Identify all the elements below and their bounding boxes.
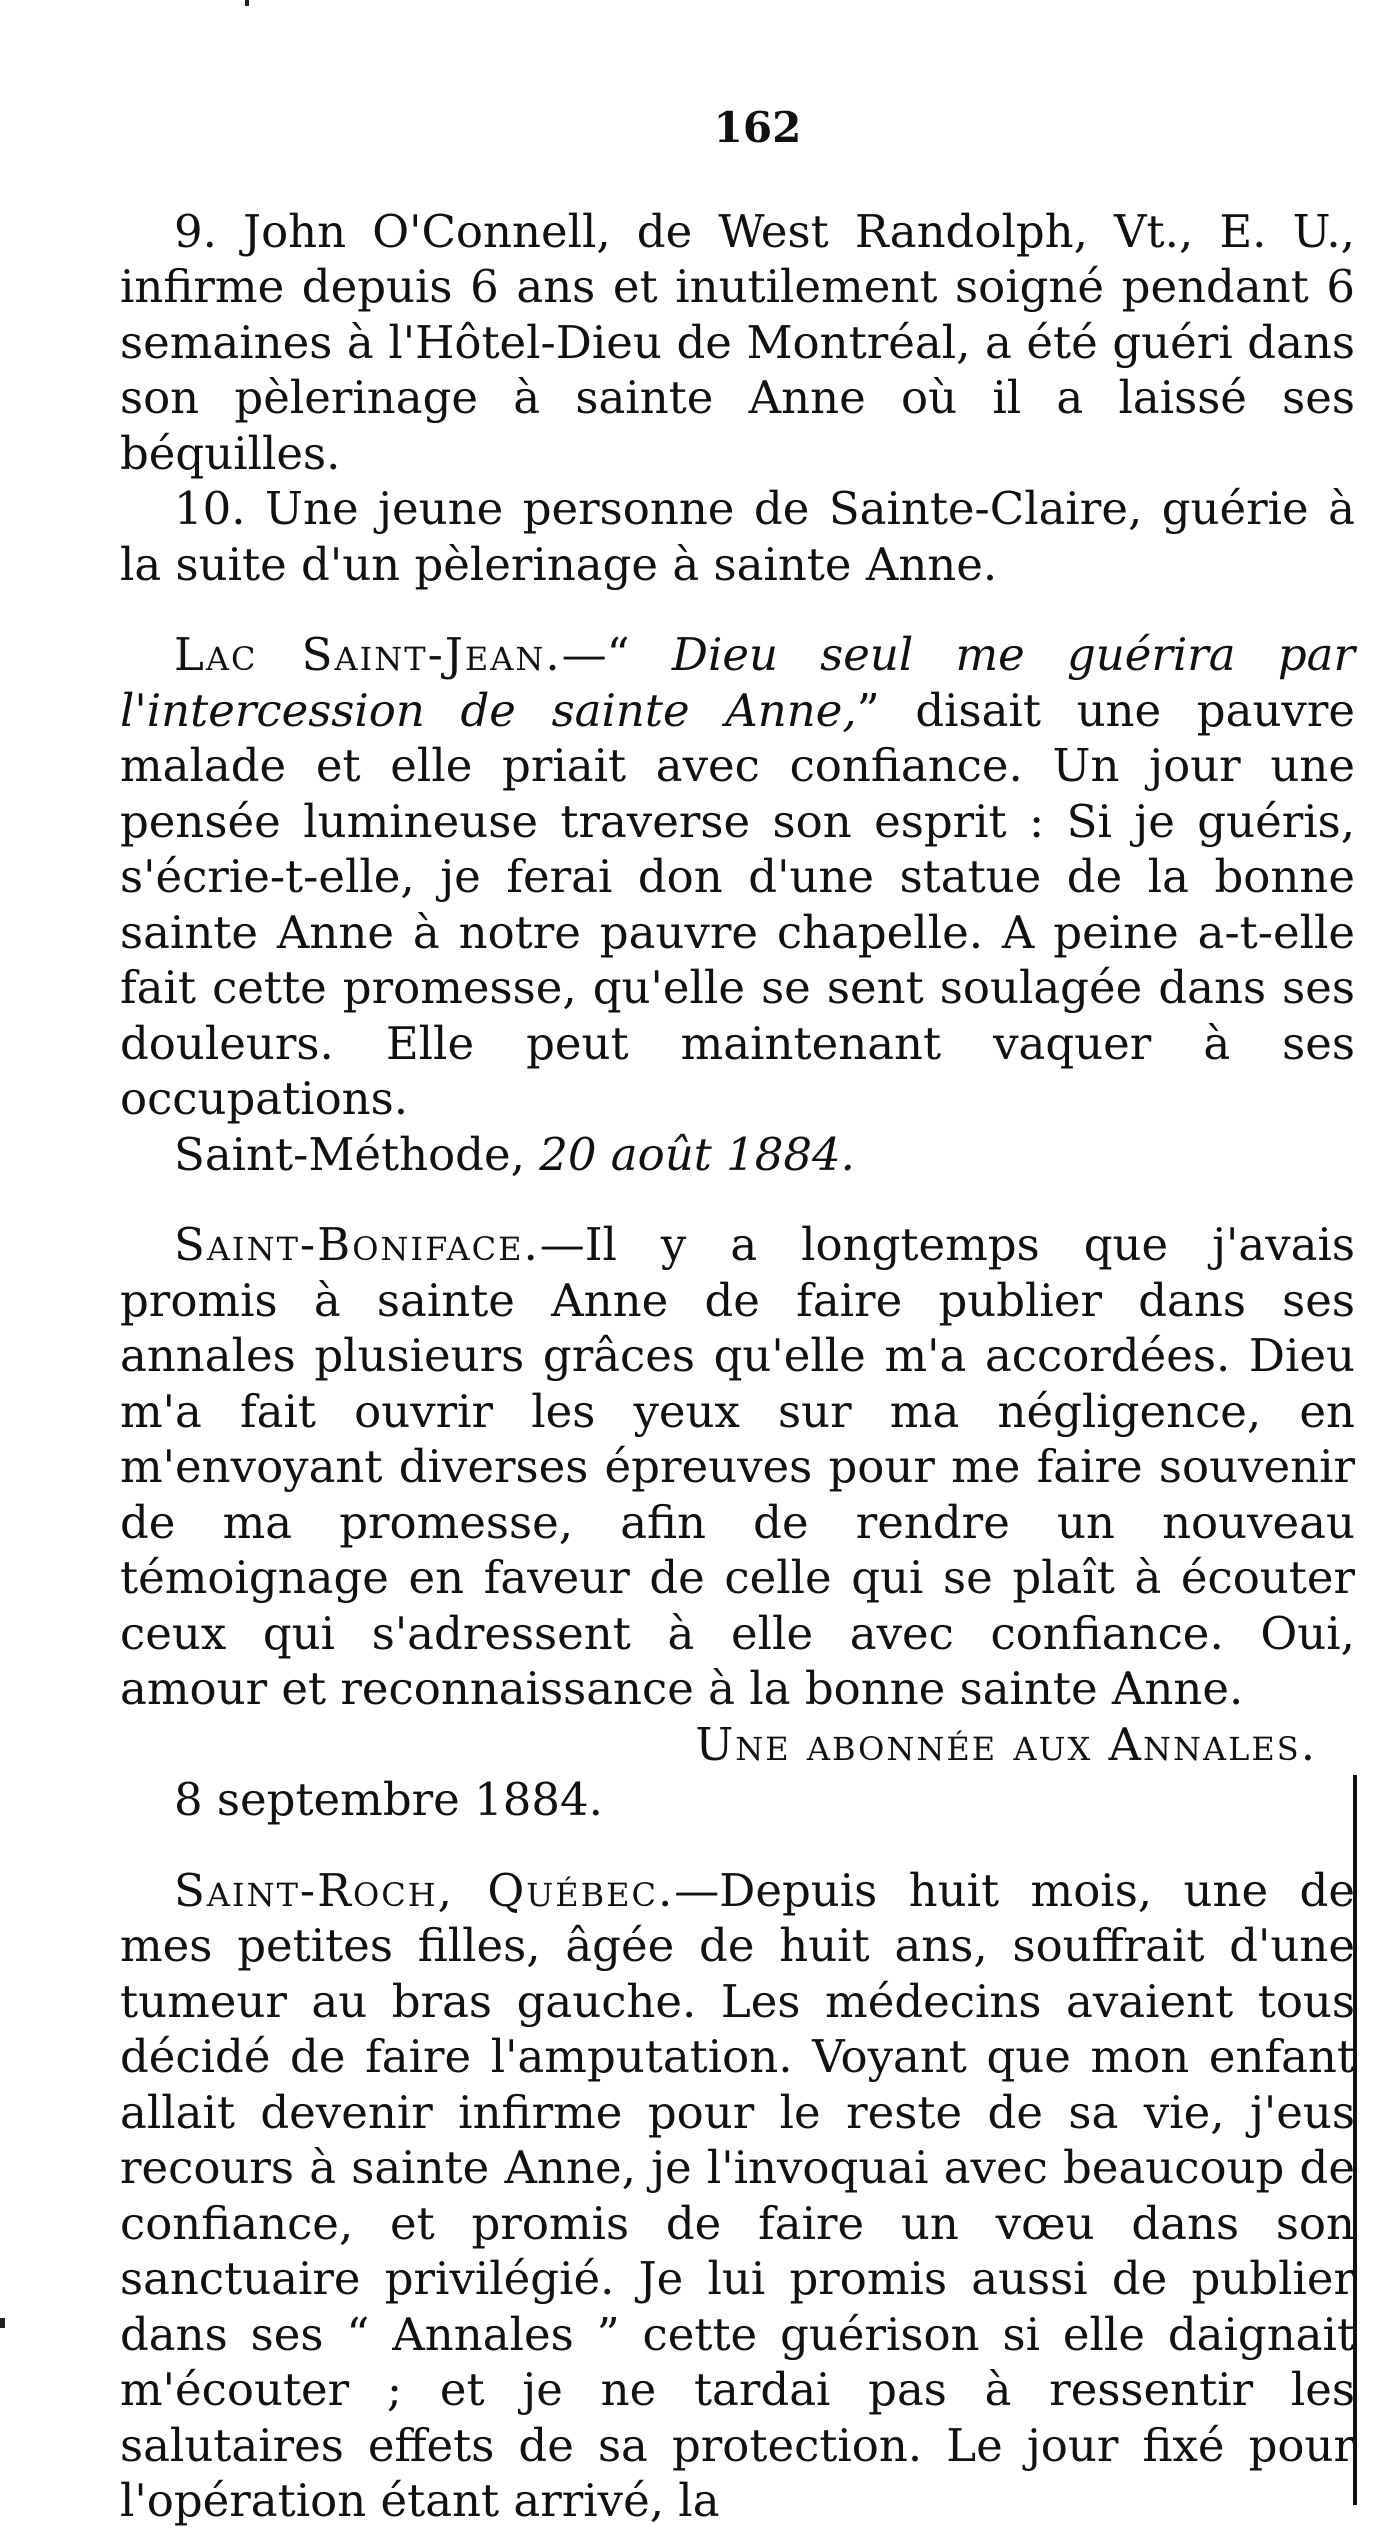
section-heading: Lac Saint-Jean. [174, 628, 562, 681]
signature: Une abonnée aux Annales. [695, 1717, 1317, 1771]
section-heading: Saint-Boniface. [174, 1218, 540, 1271]
saint-boniface-paragraph [120, 1217, 1355, 1717]
lac-saint-jean-paragraph [120, 627, 1355, 1127]
page-number: 162 [713, 103, 802, 152]
paragraph-body: —Il y a longtemps que j'avais promis à sainte Anne de faire publier dans ses annales plusieurs grâces qu'elle m'a accordées. Dieu m'a fait ouvrir les yeux sur ma négligence, en m'envoyant diverses épreuves pour me faire souvenir de ma promesse, afin de rendre un nouveau témoignage en faveur de celle qui se plaît à écouter ceux qui s'adressent à elle avec confiance. Oui, amour et reconnaissance à la bonne sainte Anne. [120, 1218, 1355, 1715]
quoted-prayer: Dieu seul me guérira par l'intercession de sainte Anne, [120, 628, 1355, 737]
ink-speck [245, 0, 249, 6]
paragraph-body: —Depuis huit mois, une de mes petites filles, âgée de huit ans, souffrait d'une tumeur au bras gauche. Les médecins avaient tous décidé de faire l'amputation. Voyant que mon enfant allait devenir infirme pour le reste de sa vie, j'eus recours à sainte Anne, je l'invoquai avec beaucoup de confiance, et promis de faire un vœu dans son sanctuaire privilégié. Je lui promis aussi de publier dans ses “ Annales ” cette guérison si elle daignait m'écouter ; et je ne tardai pas à ressentir les salutaires effets de sa protection. Le jour fixé pour l'opération étant arrivé, la [120, 1863, 1355, 2527]
date-line: 8 septembre 1884. [174, 1773, 603, 1826]
saint-roch-paragraph [120, 1863, 1355, 2529]
item-9-paragraph: 9. John O'Connell, de West Randolph, Vt., E. U., infirme depuis 6 ans et inutilement soigné pendant 6 semaines à l'Hôtel-Dieu de Montréal, a été guéri dans son pèlerinage à sainte Anne où il a laissé ses béquilles. [120, 204, 1355, 480]
date: 20 août 1884. [539, 1127, 855, 1181]
paragraph-body: ” disait une pauvre malade et elle priait avec confiance. Un jour une pensée lumineuse traverse son esprit : Si je guéris, s'écrie-t-elle, je ferai don d'une statue de la bonne sainte Anne à notre pauvre chapelle. A peine a-t-elle fait cette promesse, qu'elle se sent soulagée dans ses douleurs. Elle peut maintenant vaquer à ses occupations. [120, 683, 1355, 1125]
ink-speck [0, 2318, 5, 2328]
place: Saint-Méthode, [174, 1127, 540, 1181]
book-page [120, 100, 1355, 2529]
section-heading: Saint-Roch, Québec. [174, 1863, 675, 1917]
place-date-line [120, 1127, 1355, 1183]
quote-open: —“ [561, 628, 672, 681]
item-10-paragraph: 10. Une jeune personne de Sainte-Claire, guérie à la suite d'un pèlerinage à sainte Anne. [120, 482, 1355, 591]
